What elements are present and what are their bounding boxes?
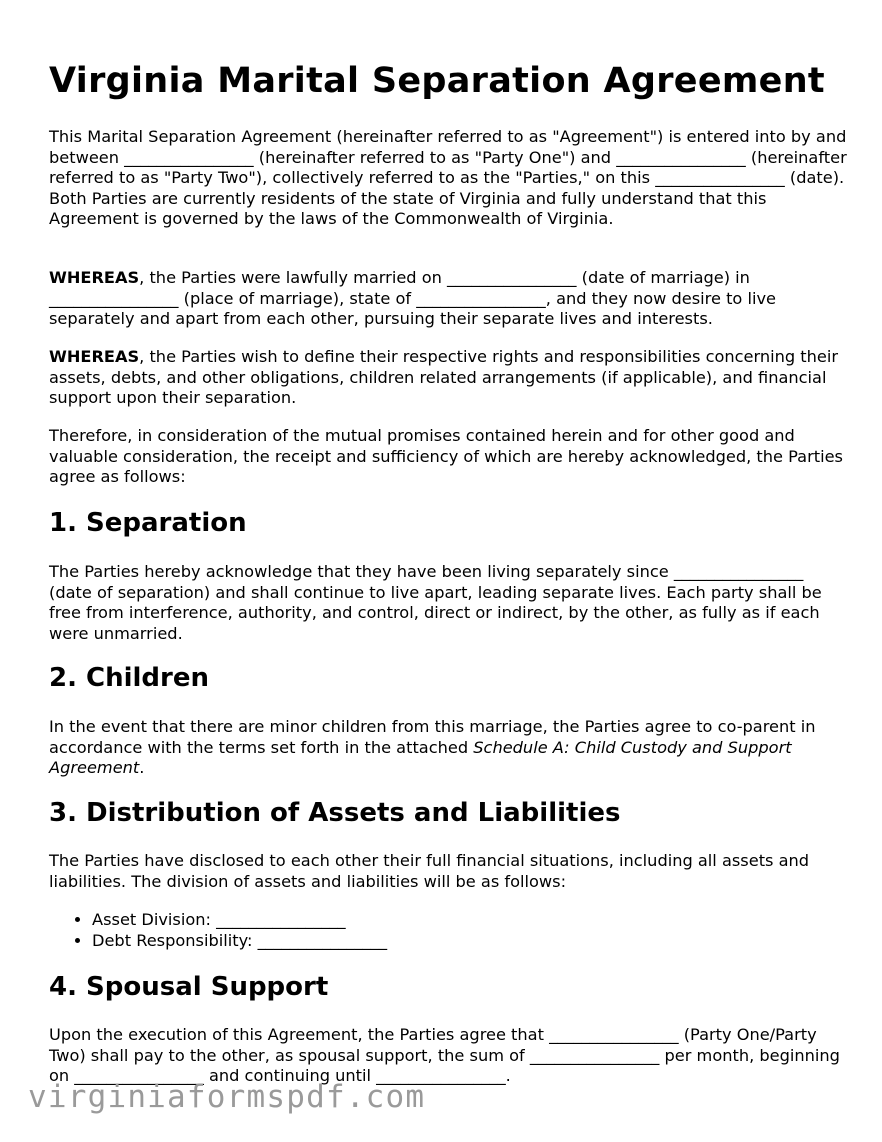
intro-text: This Marital Separation Agreement (hereinafter referred to as "Agreement") is entered into by and between ________________ (hereinafter referred to as "Party One") and ________________ (hereinafter referred to as "Party Two"), collectively referred to as the "Parties," on this ________________ (date). Both Parties are currently residents of the state of Virginia and fully understand that this Agreement is governed by the laws of the Commonwealth of Virginia. (49, 127, 847, 229)
list-item: • Debt Responsibility: ________________ (92, 930, 849, 951)
watermark: virginiaformspdf.com (28, 1079, 426, 1115)
support-paragraph (49, 1025, 849, 1087)
intro-paragraph (49, 127, 849, 230)
schedule-a-reference: Schedule A: Child Custody and Support Agreement (49, 737, 792, 778)
whereas-text: , the Parties were lawfully married on ________________ (date of marriage) in ________________ (place of marriage), state of ________________, and they now desire to live separately and apart from each other, pursuing their separate lives and interests. (49, 268, 777, 329)
whereas-paragraph-1 (49, 268, 849, 330)
separation-text: The Parties hereby acknowledge that they have been living separately since ________________ (date of separation) and shall continue to live apart, leading separate lives. Each party shall be free from interference, authority, and control, direct or indirect, by the other, as fully as if each were unmarried. (49, 562, 822, 643)
children-text: In the event that there are minor children from this marriage, the Parties agree to co-parent in accordance with the terms set forth in the attached (49, 717, 816, 757)
whereas-lead: WHEREAS (49, 268, 140, 287)
support-text: Upon the execution of this Agreement, the Parties agree that ________________ (Party One/Party Two) shall pay to the other, as spousal support, the sum of ________________ per month, beginning on ________________ and continuing until ________________. (49, 1025, 840, 1086)
section-heading-spousal-support: 4. Spousal Support (49, 972, 329, 1002)
section-heading-assets: 3. Distribution of Assets and Liabilities (49, 798, 621, 828)
children-paragraph (49, 717, 849, 779)
section-heading-children: 2. Children (49, 663, 210, 693)
assets-list (49, 909, 849, 951)
whereas-text: , the Parties wish to define their respective rights and responsibilities concerning their assets, debts, and other obligations, children related arrangements (if applicable), and financial support upon their separation. (49, 347, 839, 408)
assets-text: The Parties have disclosed to each other their full financial situations, including all assets and liabilities. The division of assets and liabilities will be as follows: (49, 851, 810, 891)
separation-paragraph (49, 562, 849, 644)
document-title: Virginia Marital Separation Agreement (49, 61, 825, 101)
therefore-text: Therefore, in consideration of the mutual promises contained herein and for other good and valuable consideration, the receipt and sufficiency of which are hereby acknowledged, the Parties agree as follows: (49, 426, 843, 487)
whereas-paragraph-2 (49, 347, 849, 409)
whereas-lead: WHEREAS (49, 347, 140, 366)
list-item: • Asset Division: ________________ (92, 909, 849, 930)
children-text-end: . (139, 758, 145, 778)
assets-paragraph (49, 851, 849, 892)
therefore-paragraph (49, 426, 849, 488)
section-heading-separation: 1. Separation (49, 508, 247, 538)
